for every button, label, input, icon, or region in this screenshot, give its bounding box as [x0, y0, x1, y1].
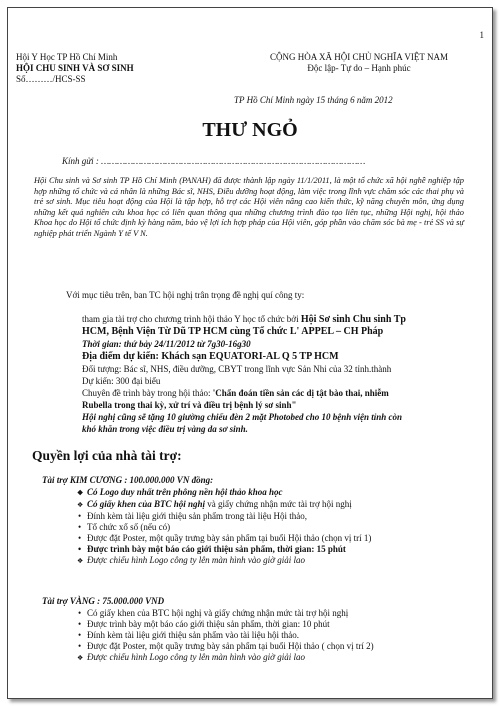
benefit-item: ❖ Được chiếu hình Logo công ty lên màn hình vào giờ giải lao: [88, 652, 374, 664]
event-audience: Đối tượng: Bác sĩ, NHS, điều dưỡng, CBYT trong lĩnh vực Sản Nhi của 32 tỉnh.thành: [82, 364, 392, 374]
reference-number: Số………/HCS-SS: [16, 74, 86, 84]
country-header: CỘNG HÒA XÃ HỘI CHỦ NGHĨA VIỆT NAM: [270, 52, 448, 62]
benefit-item: • Đính kèm tài liệu giới thiệu sản phẩm vào tài liệu hội thảo.: [88, 630, 374, 641]
letter-title: THƯ NGỎ: [202, 119, 298, 141]
topic-bold-1: 'Chẩn đoán tiền sản các dị tật bào thai, nhiễm: [212, 388, 389, 398]
benefit-item: ❖ Có Logo duy nhất trên phông nền hội thảo khoa học: [88, 487, 371, 499]
org-name-line2: HỘI CHU SINH VÀ SƠ SINH: [16, 63, 134, 73]
topic-prefix: Chuyên đề trình bày trong hội thảo:: [82, 388, 213, 398]
benefit-item: ❖ Được chiếu hình Logo công ty lên màn hình vào giờ giải lao: [88, 555, 371, 567]
org-name-line1: Hội Y Học TP Hồ Chí Minh: [16, 52, 118, 62]
national-motto: Độc lập- Tự do – Hạnh phúc: [307, 63, 411, 73]
organizer-bold-1: Hội Sơ sinh Chu sinh Tp: [300, 314, 406, 325]
intro-paragraph: Hội Chu sinh và Sơ sinh TP Hồ Chí Minh (PANAH) đã được thành lập ngày 11/1/2011, là một tổ chức xã hội nghề nghiệp tập hợp những tổ chức và cá nhân là những Bác sĩ, NHS, Điều dưỡng hoạt động, làm việc trong lĩnh vực chăm sóc các thai phụ và trẻ sơ sinh. Mục tiêu hoạt động của Hội là tập hợp, hỗ trợ các Hội viên nâng cao kiến thức, kỹ năng chuyên môn, ứng dụng những kết quả nghiên cứu khoa học có liên quan thông qua những chương trình đào tạo liên tục, những Hội nghị, hội thảo Khoa học do Hội tổ chức định kỳ hàng năm, bảo vệ lợi ích hợp pháp của Hội viên, góp phần vào chăm sóc bà mẹ - trẻ SS và sự nghiệp phát triển Ngành Y tế V N.: [34, 176, 464, 238]
benefit-item: ❖ Có giấy khen của BTC hội nghị và giấy chứng nhận mức tài trợ hội nghị: [88, 499, 371, 511]
document-page: [7, 7, 493, 699]
purpose-line: Với mục tiêu trên, ban TC hội nghị trân trọng đề nghị quí công ty:: [66, 290, 305, 300]
event-time: Thời gian: thứ bảy 24/11/2012 từ 7g30-16g30: [82, 339, 251, 349]
topic-line: [82, 388, 389, 399]
organizer-bold-2: HCM, Bệnh Viện Từ Dũ TP HCM cùng Tổ chức L' APPEL – CH Pháp: [82, 326, 384, 337]
tier-diamond-label: Tài trợ KIM CƯƠNG : 100.000.000 VN đồng:: [42, 475, 214, 485]
participation-line: [82, 314, 406, 325]
benefit-item: • Đính kèm tài liệu giới thiệu sản phẩm trong tài liệu Hội thảo,: [88, 511, 371, 522]
benefit-item: • Được trình bày một báo cáo giới thiệu sản phẩm, thời gian: 15 phút: [88, 544, 371, 555]
gift-line-2: khó khăn trong việc điều trị vàng da sơ sinh.: [82, 424, 248, 434]
benefit-item: • Được trình bày một báo cáo giới thiệu sản phẩm, thời gian: 10 phút: [88, 619, 374, 630]
tier-diamond-benefits: [88, 487, 371, 567]
gift-line-1: Hội nghị cũng sẽ tặng 10 giường chiếu đèn 2 mặt Photobed cho 10 bệnh viện tỉnh còn: [82, 412, 403, 422]
date-line: TP Hồ Chí Minh ngày 15 tháng 6 năm 2012: [234, 95, 393, 105]
benefit-item: • Tổ chức xổ số (nếu có): [88, 522, 371, 533]
benefit-item: • Có giấy khen của BTC hội nghị và giấy chứng nhận mức tài trợ hội nghị: [88, 608, 374, 619]
benefit-bold-part: Có giấy khen của BTC hội nghị: [87, 499, 206, 509]
expected-attendance: Dự kiến: 300 đại biểu: [82, 376, 161, 386]
tier-gold-benefits: [88, 608, 374, 664]
tier-gold-label: Tài trợ VÀNG : 75.000.000 VND: [42, 596, 165, 606]
greeting-line: Kính gửi : ………………………………………………………………………………………: [62, 156, 366, 166]
topic-bold-2: Rubella trong thai kỳ, xử trí và điều trị bệnh lý sơ sinh": [82, 400, 297, 410]
participation-prefix: tham gia tài trợ cho chương trình hội thảo Y học tổ chức bởi: [82, 314, 301, 324]
benefit-item: • Được đặt Poster, một quầy trưng bày sản phẩm tại buổi Hội thảo ( chọn vị trí 2): [88, 641, 374, 652]
page-number: 1: [479, 30, 484, 40]
benefit-item: • Được đặt Poster, một quầy trưng bày sản phẩm tại buổi Hội thảo (chọn vị trí 1): [88, 533, 371, 544]
event-venue: Địa điểm dự kiến: Khách sạn EQUATORI-AL Q 5 TP HCM: [82, 351, 339, 362]
benefits-heading: Quyền lợi của nhà tài trợ:: [32, 448, 182, 463]
